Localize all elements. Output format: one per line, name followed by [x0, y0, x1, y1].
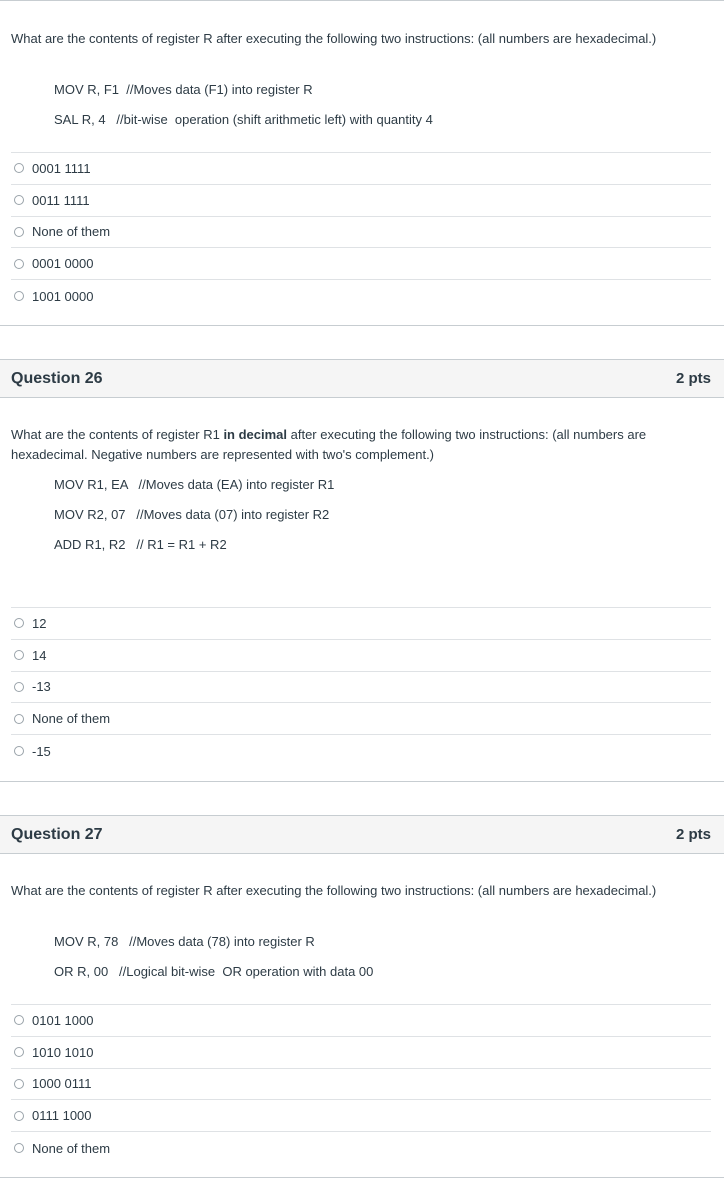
radio-button[interactable] — [14, 227, 24, 237]
answer-option[interactable] — [11, 153, 711, 185]
question-title: Question 26 — [11, 369, 103, 387]
question-27-code-line-2: OR R, 00 //Logical bit-wise OR operation with data 00 — [54, 964, 374, 979]
answer-option[interactable] — [11, 735, 711, 767]
answer-label: -13 — [32, 679, 51, 695]
radio-button[interactable] — [14, 259, 24, 269]
answer-label: None of them — [32, 224, 111, 240]
radio-button[interactable] — [14, 1079, 24, 1089]
question-25-text: What are the contents of register R after executing the following two instructions: (all numbers are hexadecimal.) — [11, 31, 657, 46]
answer-option[interactable] — [11, 1069, 711, 1101]
answer-option[interactable] — [11, 1132, 711, 1164]
radio-button[interactable] — [14, 1047, 24, 1057]
radio-button[interactable] — [14, 195, 24, 205]
answer-label: 0101 1000 — [32, 1012, 94, 1028]
question-26 — [0, 359, 724, 782]
answer-label: -15 — [32, 743, 51, 759]
radio-button[interactable] — [14, 650, 24, 660]
answer-label: None of them — [32, 711, 111, 727]
answer-label: 1000 0111 — [32, 1076, 92, 1092]
radio-button[interactable] — [14, 1015, 24, 1025]
answer-label: 12 — [32, 615, 47, 631]
question-26-code-line-1: MOV R1, EA //Moves data (EA) into register R1 — [54, 477, 335, 492]
answer-label: 14 — [32, 647, 47, 663]
question-26-text — [11, 425, 711, 465]
question-text-part: What are the contents of register R1 — [11, 427, 224, 442]
answer-option[interactable] — [11, 217, 711, 249]
answer-option[interactable] — [11, 703, 711, 735]
radio-button[interactable] — [14, 1111, 24, 1121]
radio-button[interactable] — [14, 682, 24, 692]
answer-option[interactable] — [11, 185, 711, 217]
question-26-answers — [11, 607, 711, 767]
answer-label: 0011 1111 — [32, 192, 90, 208]
question-26-code-line-2: MOV R2, 07 //Moves data (07) into register R2 — [54, 507, 330, 522]
question-points: 2 pts — [675, 370, 711, 387]
answer-label: 0001 0000 — [32, 256, 94, 272]
radio-button[interactable] — [14, 714, 24, 724]
answer-label: 1001 0000 — [32, 288, 94, 304]
question-25-code-line-1: MOV R, F1 //Moves data (F1) into register R — [54, 82, 313, 97]
question-27 — [0, 815, 724, 1178]
question-25-answers — [11, 152, 711, 312]
question-25 — [0, 0, 724, 326]
question-27-text: What are the contents of register R after executing the following two instructions: (all numbers are hexadecimal.) — [11, 883, 657, 898]
answer-label: 1010 1010 — [32, 1044, 94, 1060]
question-text-part: after executing the following two instructions: (all numbers are hexadecimal. Negative numbers are represented with two's complement.) — [11, 427, 647, 462]
answer-option[interactable] — [11, 672, 711, 704]
question-title: Question 27 — [11, 825, 103, 843]
question-26-header — [0, 360, 724, 398]
answer-option[interactable] — [11, 608, 711, 640]
question-27-header — [0, 816, 724, 854]
answer-option[interactable] — [11, 1100, 711, 1132]
question-27-code-line-1: MOV R, 78 //Moves data (78) into register R — [54, 934, 315, 949]
radio-button[interactable] — [14, 1143, 24, 1153]
radio-button[interactable] — [14, 163, 24, 173]
answer-option[interactable] — [11, 640, 711, 672]
question-27-answers — [11, 1004, 711, 1164]
answer-label: None of them — [32, 1140, 111, 1156]
answer-option[interactable] — [11, 1037, 711, 1069]
answer-label: 0111 1000 — [32, 1108, 92, 1124]
radio-button[interactable] — [14, 291, 24, 301]
question-25-code-line-2: SAL R, 4 //bit-wise operation (shift arithmetic left) with quantity 4 — [54, 112, 433, 127]
answer-label: 0001 1111 — [32, 160, 91, 176]
radio-button[interactable] — [14, 746, 24, 756]
answer-option[interactable] — [11, 280, 711, 312]
radio-button[interactable] — [14, 618, 24, 628]
question-text-emphasis: in decimal — [223, 427, 288, 442]
question-points: 2 pts — [675, 826, 711, 843]
answer-option[interactable] — [11, 248, 711, 280]
answer-option[interactable] — [11, 1005, 711, 1037]
question-26-code-line-3: ADD R1, R2 // R1 = R1 + R2 — [54, 537, 227, 552]
